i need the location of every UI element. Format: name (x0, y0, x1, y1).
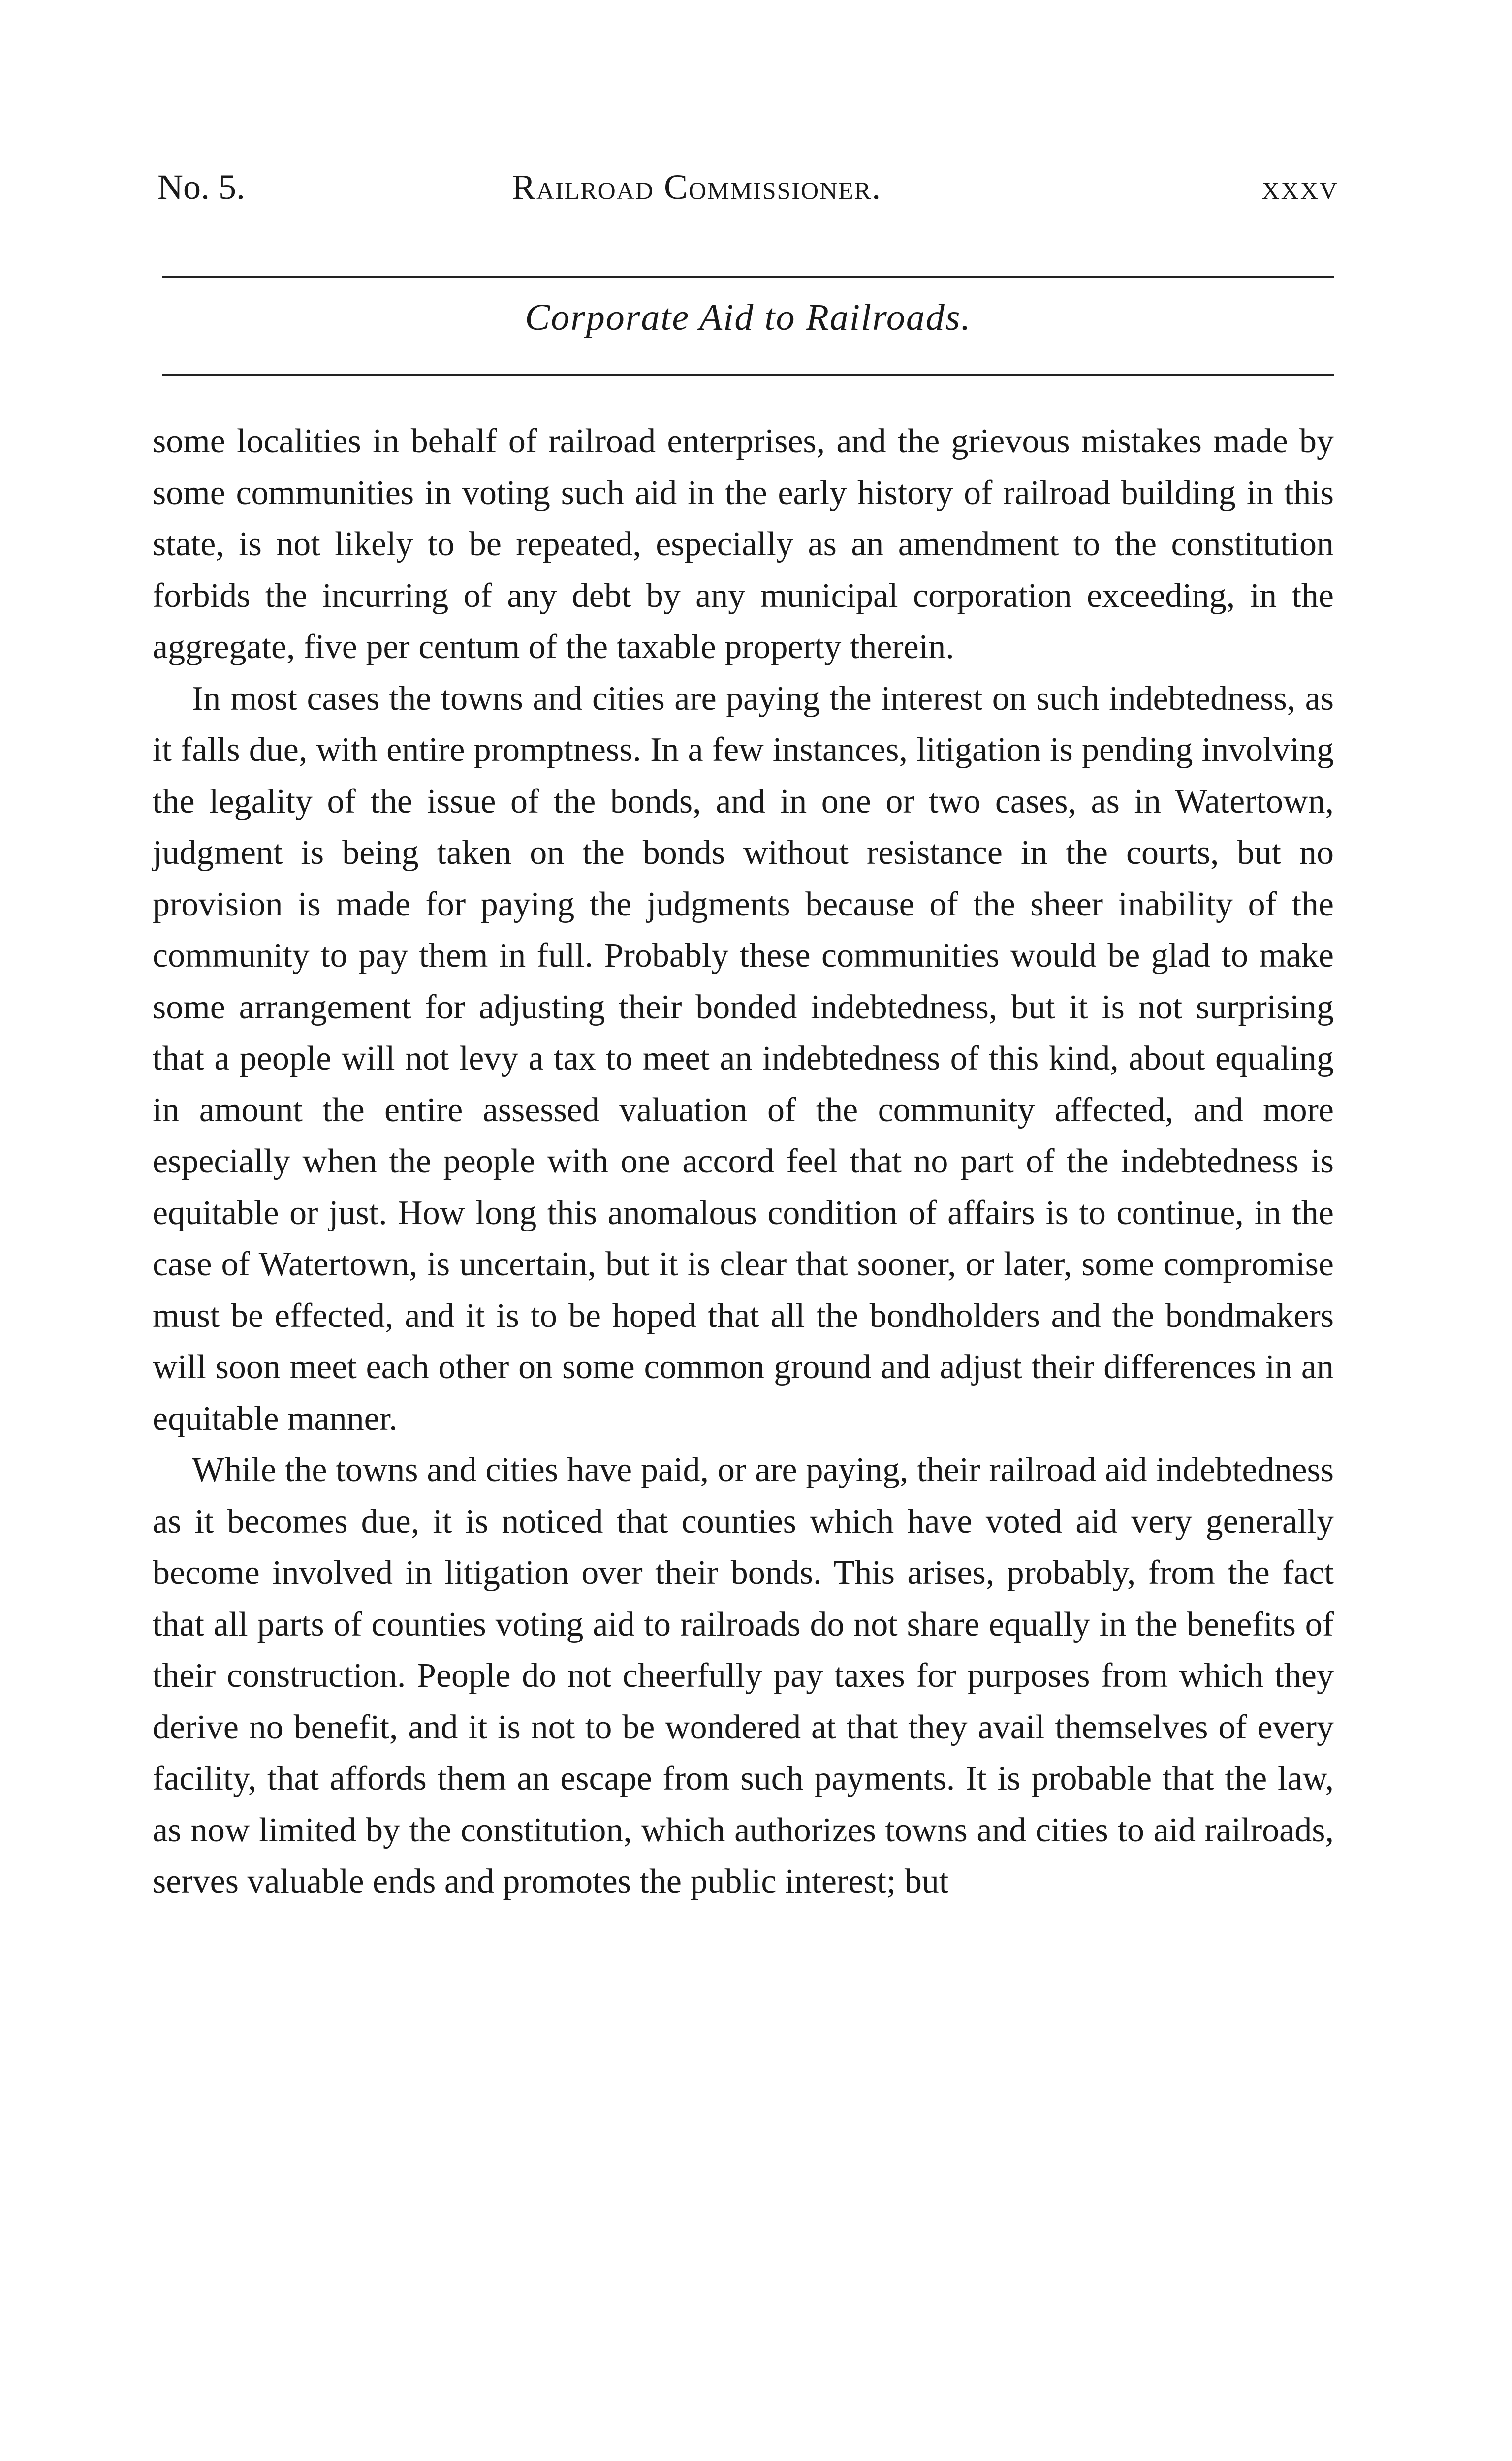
header-rule-top (162, 276, 1334, 278)
page-number: xxxv (1261, 167, 1339, 207)
paragraph: While the towns and cities have paid, or are paying, their railroad aid indebtedness as it becomes due, it is noticed that counties which have voted aid very generally become involved in litigation over their bonds. This arises, probably, from the fact that all parts of counties voting aid to railroads do not share equally in the benefits of their construction. People do not cheerfully pay taxes for purposes from which they derive no benefit, and it is not to be wondered at that they avail themselves of every facility, that affords them an escape from such payments. It is probable that the law, as now limited by the constitution, which authorizes towns and cities to aid railroads, serves valuable ends and promotes the public interest; but (153, 1451, 1334, 1900)
document-number: No. 5. (158, 167, 245, 207)
running-header (158, 165, 1339, 209)
paragraph: In most cases the towns and cities are paying the interest on such indebtedness, as it falls due, with entire promptness. In a few instances, litigation is pending involving the legality of the issue of the bonds, and in one or two cases, as in Watertown, judgment is being taken on the bonds without resistance in the courts, but no provision is made for paying the judgments because of the sheer inability of the community to pay them in full. Probably these communities would be glad to make some arrangement for adjusting their bonded indebtedness, but it is not surprising that a people will not levy a tax to meet an indebtedness of this kind, about equaling in amount the entire assessed valuation of the community affected, and more especially when the people with one accord feel that no part of the indebtedness is equitable or just. How long this anomalous condition of affairs is to continue, in the case of Watertown, is uncertain, but it is clear that sooner, or later, some compromise must be effected, and it is to be hoped that all the bondholders and the bondmakers will soon meet each other on some common ground and adjust their differences in an equitable manner. (153, 679, 1334, 1438)
header-rule-bottom (162, 374, 1334, 376)
document-title: Railroad Commissioner. (512, 167, 882, 207)
section-title: Corporate Aid to Railroads. (525, 297, 972, 338)
body-text (153, 416, 1334, 1908)
paragraph-continued: some localities in behalf of railroad enterprises, and the grievous mistakes made by some communities in voting such aid in the early history of railroad building in this state, is not likely to be repeated, especially as an amendment to the constitution forbids the incurring of any debt by any municipal corporation exceeding, in the aggregate, five per centum of the taxable property therein. (153, 422, 1334, 666)
